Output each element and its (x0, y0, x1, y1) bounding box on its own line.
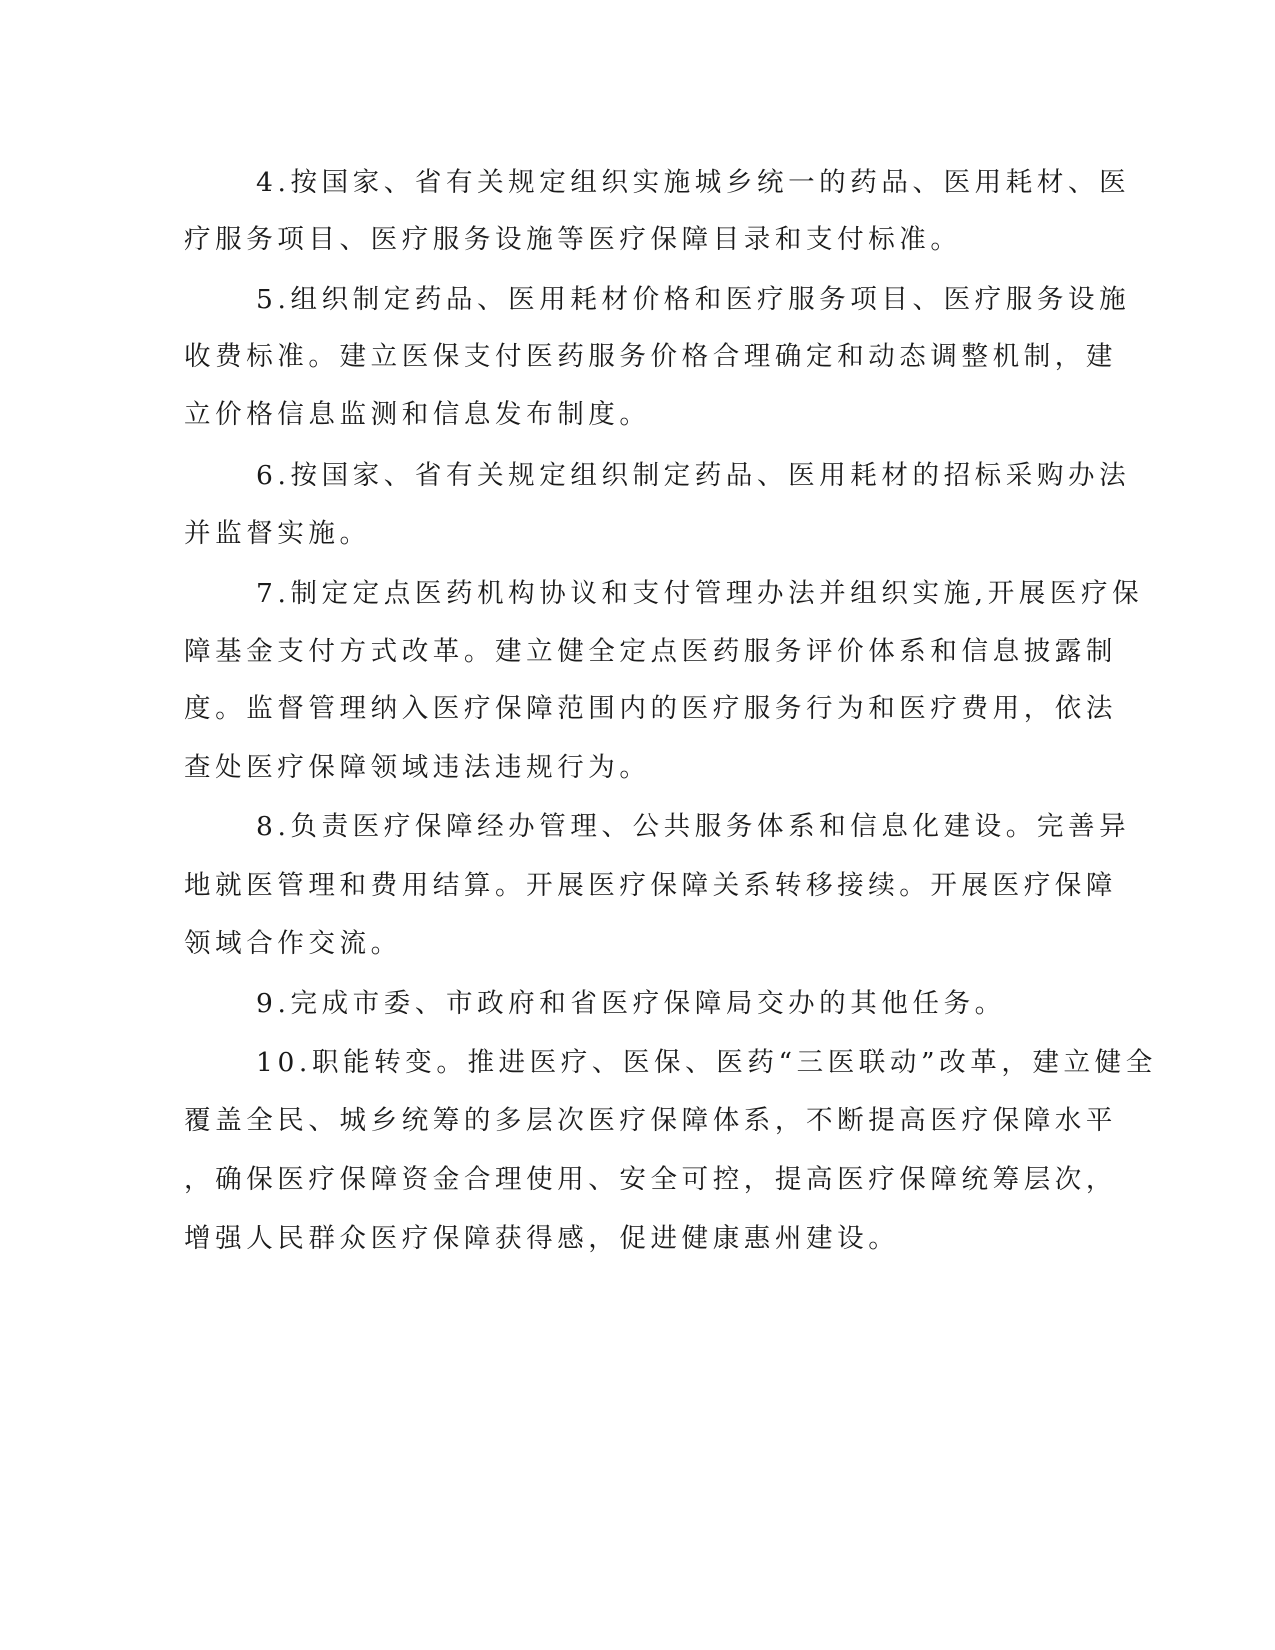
paragraph-10-line-3: ，确保医疗保障资金合理使用、安全可控，提高医疗保障统筹层次， (184, 1164, 1117, 1195)
paragraph-5-line-1: 5.组织制定药品、医用耗材价格和医疗服务项目、医疗服务设施 (256, 284, 1131, 315)
paragraph-10-line-1: 10.职能转变。推进医疗、医保、医药“三医联动”改革，建立健全 (256, 1047, 1157, 1078)
paragraph-6-line-1: 6.按国家、省有关规定组织制定药品、医用耗材的招标采购办法 (256, 460, 1131, 491)
paragraph-7-line-2: 障基金支付方式改革。建立健全定点医药服务评价体系和信息披露制 (184, 636, 1117, 667)
paragraph-8-line-1: 8.负责医疗保障经办管理、公共服务体系和信息化建设。完善异 (256, 811, 1131, 842)
paragraph-9-line-1: 9.完成市委、市政府和省医疗保障局交办的其他任务。 (256, 988, 1006, 1019)
paragraph-5-line-2: 收费标准。建立医保支付医药服务价格合理确定和动态调整机制，建 (184, 341, 1117, 372)
paragraph-8-line-3: 领域合作交流。 (184, 928, 402, 959)
paragraph-8-line-2: 地就医管理和费用结算。开展医疗保障关系转移接续。开展医疗保障 (184, 870, 1117, 901)
paragraph-10-line-4: 增强人民群众医疗保障获得感，促进健康惠州建设。 (184, 1223, 900, 1254)
paragraph-10-line-2: 覆盖全民、城乡统筹的多层次医疗保障体系，不断提高医疗保障水平 (184, 1105, 1117, 1136)
paragraph-7-line-4: 查处医疗保障领域违法违规行为。 (184, 752, 651, 783)
paragraph-7-line-1: 7.制定定点医药机构协议和支付管理办法并组织实施,开展医疗保 (256, 578, 1144, 609)
paragraph-4-line-1: 4.按国家、省有关规定组织实施城乡统一的药品、医用耗材、医 (256, 167, 1131, 198)
paragraph-4-line-2: 疗服务项目、医疗服务设施等医疗保障目录和支付标准。 (184, 224, 962, 255)
paragraph-5-line-3: 立价格信息监测和信息发布制度。 (184, 399, 651, 430)
paragraph-6-line-2: 并监督实施。 (184, 518, 371, 549)
paragraph-7-line-3: 度。监督管理纳入医疗保障范围内的医疗服务行为和医疗费用，依法 (184, 693, 1117, 724)
